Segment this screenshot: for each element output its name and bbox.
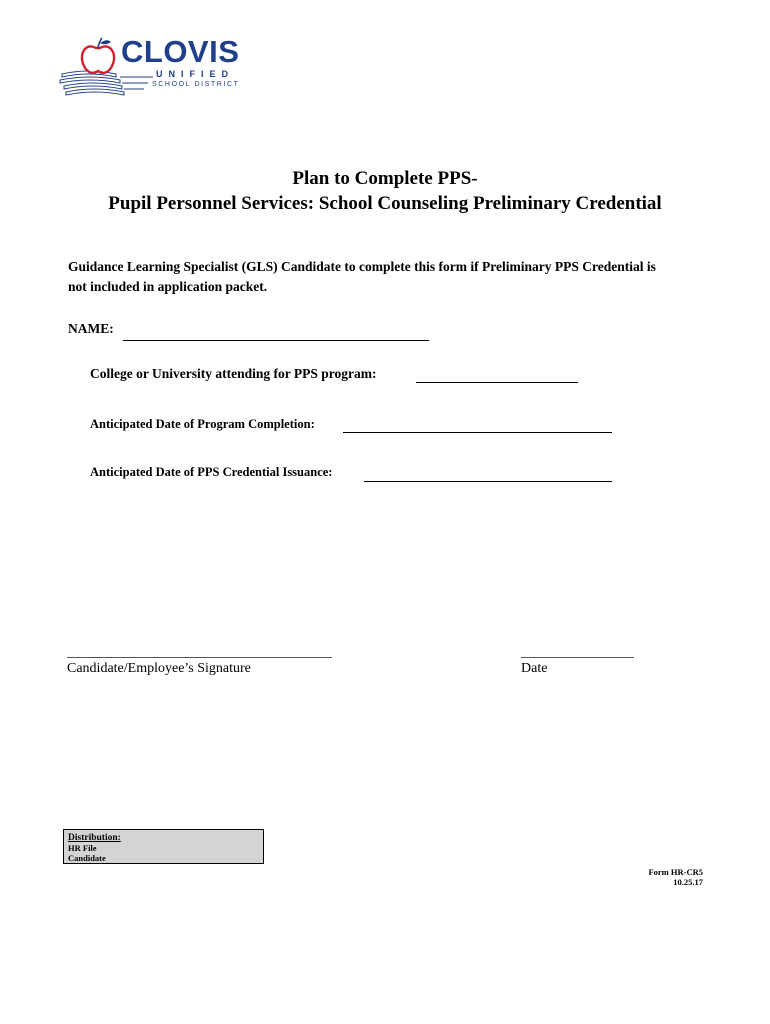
- distribution-title: Distribution:: [68, 833, 121, 843]
- logo-unified-text: UNIFIED: [156, 69, 234, 79]
- form-revision-date: 10.25.17: [673, 877, 703, 887]
- apple-icon: [82, 38, 114, 73]
- books-icon: [60, 71, 153, 95]
- instructions-text: Guidance Learning Specialist (GLS) Candidate to complete this form if Preliminary PPS Credential is not included in application packet.: [68, 259, 656, 294]
- name-label: NAME:: [68, 321, 114, 336]
- logo-wordmark: CLOVIS: [121, 34, 240, 69]
- completion-date-field[interactable]: [343, 432, 612, 433]
- college-label: College or University attending for PPS program:: [90, 366, 377, 381]
- signature-label: Candidate/Employee’s Signature: [67, 661, 251, 676]
- name-field[interactable]: [123, 340, 429, 341]
- signature-field[interactable]: [67, 657, 332, 658]
- distribution-box: [63, 829, 264, 864]
- form-number: Form HR-CR5: [648, 867, 703, 877]
- signature-date-field[interactable]: [521, 657, 634, 658]
- signature-date-label: Date: [521, 661, 548, 676]
- page-title-line1: Plan to Complete PPS-: [292, 168, 478, 189]
- college-field[interactable]: [416, 382, 578, 383]
- logo-district-text: SCHOOL DISTRICT: [152, 81, 240, 88]
- issuance-date-label: Anticipated Date of PPS Credential Issuance:: [90, 465, 333, 479]
- issuance-date-field[interactable]: [364, 481, 612, 482]
- distribution-item: HR File: [68, 843, 97, 853]
- page-title-line2: Pupil Personnel Services: School Counseling Preliminary Credential: [108, 193, 662, 214]
- completion-date-label: Anticipated Date of Program Completion:: [90, 417, 315, 431]
- distribution-item: Candidate: [68, 853, 106, 863]
